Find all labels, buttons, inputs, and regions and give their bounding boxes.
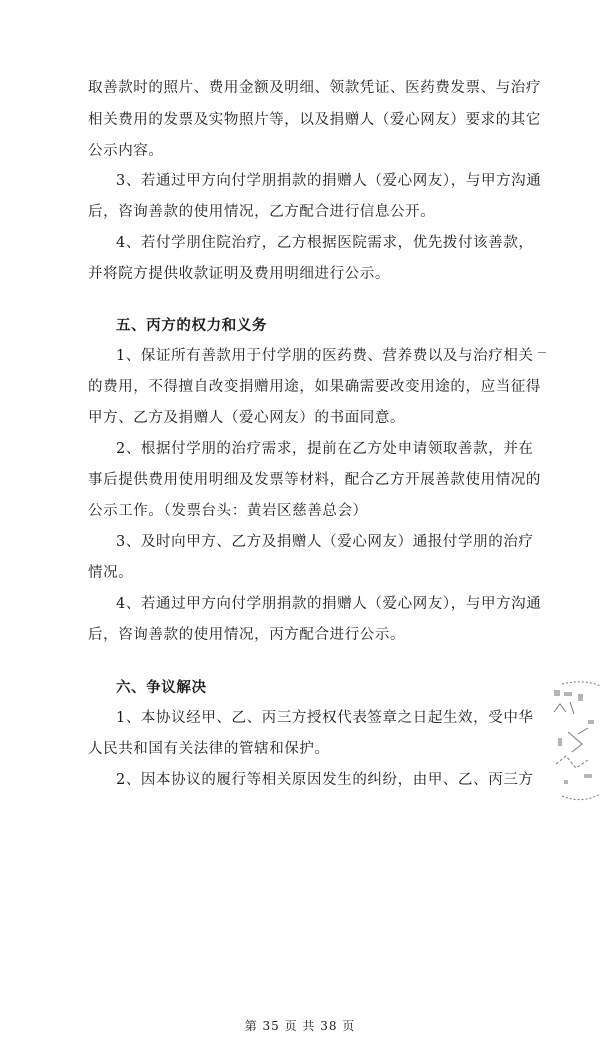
text-line: 公示内容。	[88, 143, 164, 159]
text-line: 1、保证所有善款用于付学朋的医药费、营养费以及与治疗相关	[116, 348, 534, 364]
text-line: 相关费用的发票及实物照片等，以及捐赠人（爱心网友）要求的其它	[88, 112, 541, 128]
text-line: 2、根据付学朋的治疗需求，提前在乙方处申请领取善款，并在	[116, 441, 534, 457]
text-line: 1、本协议经甲、乙、丙三方授权代表签章之日起生效，受中华	[116, 710, 534, 726]
text-line: 3、及时向甲方、乙方及捐赠人（爱心网友）通报付学朋的治疗	[116, 534, 534, 550]
text-line: 3、若通过甲方向付学朋捐款的捐赠人（爱心网友），与甲方沟通	[116, 173, 542, 189]
section-heading-5: 五、丙方的权力和义务	[116, 317, 267, 334]
seal-stamp-partial	[548, 672, 600, 812]
text-line: 人民共和国有关法律的管辖和保护。	[88, 741, 330, 757]
text-line: 甲方、乙方及捐赠人（爱心网友）的书面同意。	[88, 410, 406, 426]
text-line: 的费用，不得擅自改变捐赠用途，如果确需要改变用途的，应当征得	[88, 379, 541, 395]
text-line: 4、若通过甲方向付学朋捐款的捐赠人（爱心网友），与甲方沟通	[116, 596, 542, 612]
section-heading-6: 六、争议解决	[116, 679, 207, 696]
text-line: 情况。	[88, 565, 134, 581]
text-line: 并将院方提供收款证明及费用明细进行公示。	[88, 266, 390, 282]
text-line: 公示工作。（发票台头：黄岩区慈善总会）	[88, 503, 368, 519]
text-line: 2、因本协议的履行等相关原因发生的纠纷，由甲、乙、丙三方	[116, 772, 534, 788]
text-line: 后，咨询善款的使用情况，丙方配合进行公示。	[88, 627, 406, 643]
page-number: 第 35 页 共 38 页	[244, 1019, 356, 1033]
text-line: 事后提供费用使用明细及发票等材料，配合乙方开展善款使用情况的	[88, 472, 541, 488]
text-line: 4、若付学朋住院治疗，乙方根据医院需求，优先拨付该善款，	[116, 235, 534, 251]
margin-mark	[538, 352, 546, 353]
text-line: 取善款时的照片、费用金额及明细、领款凭证、医药费发票、与治疗	[88, 80, 541, 96]
text-line: 后，咨询善款的使用情况，乙方配合进行信息公开。	[88, 204, 436, 220]
